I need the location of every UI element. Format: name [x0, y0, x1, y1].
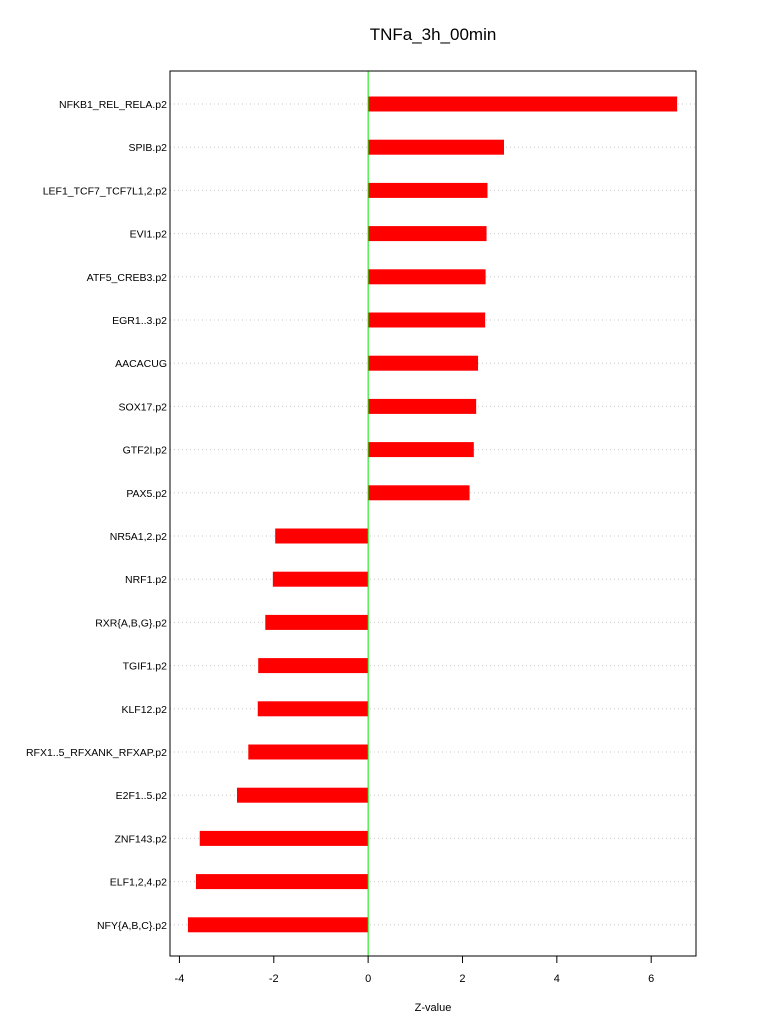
bar — [196, 874, 368, 889]
category-label: EGR1..3.p2 — [112, 315, 167, 327]
category-label: RXR{A,B,G}.p2 — [95, 617, 167, 630]
x-axis — [175, 956, 655, 985]
bar — [368, 442, 474, 457]
bar — [275, 529, 368, 544]
category-label: TGIF1.p2 — [122, 660, 167, 673]
category-labels — [26, 99, 167, 932]
bar — [368, 269, 485, 284]
category-label: EVI1.p2 — [129, 228, 167, 241]
bar — [368, 356, 478, 371]
x-tick-label: 6 — [648, 973, 655, 985]
bar — [368, 226, 486, 241]
category-label: NRF1.p2 — [124, 574, 167, 587]
bar — [200, 831, 368, 846]
x-tick-label: -4 — [174, 973, 185, 985]
plot-frame — [170, 71, 696, 956]
category-label: NFKB1_REL_RELA.p2 — [59, 99, 167, 111]
x-tick-label: 2 — [459, 973, 466, 985]
category-label: SOX17.p2 — [118, 401, 167, 414]
bar — [188, 917, 368, 932]
x-axis-label: Z-value — [414, 1002, 452, 1014]
x-tick-label: -2 — [268, 973, 279, 985]
bars — [188, 97, 677, 933]
bar — [248, 745, 368, 760]
bar — [368, 97, 677, 112]
x-tick-label: 4 — [553, 973, 560, 985]
category-label: SPIB.p2 — [128, 142, 167, 155]
bar — [368, 313, 485, 328]
bar — [237, 788, 368, 803]
category-label: ELF1,2,4.p2 — [109, 876, 167, 889]
category-label: E2F1..5.p2 — [115, 790, 167, 803]
category-label: LEF1_TCF7_TCF7L1,2.p2 — [42, 185, 167, 198]
category-label: NFY{A,B,C}.p2 — [96, 919, 167, 932]
bar — [368, 140, 504, 155]
category-label: KLF12.p2 — [121, 703, 167, 716]
category-label: GTF2I.p2 — [122, 444, 167, 457]
bar — [368, 399, 476, 414]
chart-title: TNFa_3h_00min — [369, 25, 497, 44]
bar — [258, 701, 368, 716]
category-label: RFX1..5_RFXANK_RFXAP.p2 — [25, 747, 167, 759]
bar — [368, 183, 487, 198]
bar — [265, 615, 368, 630]
category-label: PAX5.p2 — [126, 487, 167, 500]
bar — [368, 485, 469, 500]
category-label: AACACUG — [115, 358, 167, 371]
category-label: NR5A1,2.p2 — [109, 531, 167, 543]
x-tick-label: 0 — [365, 973, 372, 985]
category-label: ATF5_CREB3.p2 — [86, 271, 167, 284]
bar — [273, 572, 368, 587]
bar — [258, 658, 368, 673]
category-label: ZNF143.p2 — [114, 833, 167, 846]
